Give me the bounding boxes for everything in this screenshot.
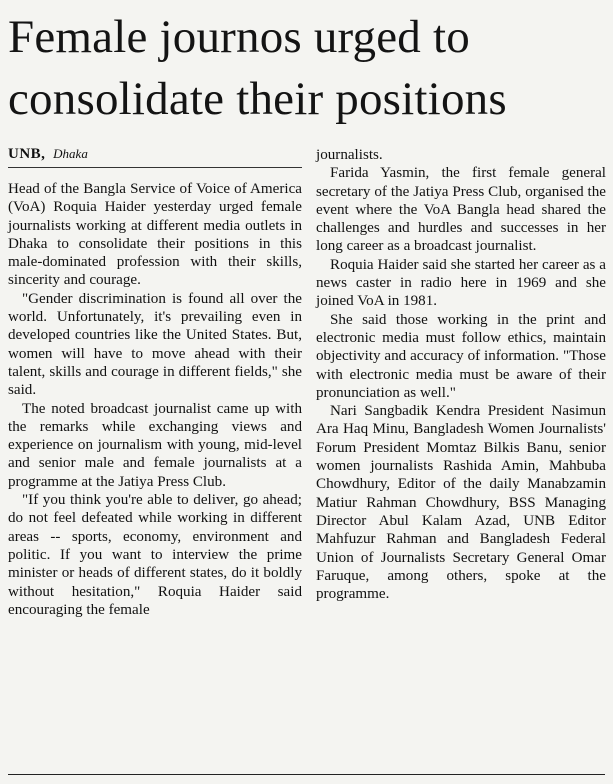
paragraph: She said those working in the print and electronic media must follow ethics, maintain objectivity and accuracy of information. "Those with electronic media must be aware of their pronunciation as well." xyxy=(316,311,606,401)
article-column-2 xyxy=(316,146,606,603)
byline-dateline: Dhaka xyxy=(53,146,88,161)
byline xyxy=(8,145,302,168)
paragraph: Head of the Bangla Service of Voice of America (VoA) Roquia Haider yesterday urged female journalists working at different media outlets in Dhaka to consolidate their positions in this male-dominated profession with their skills, sincerity and courage. xyxy=(8,181,302,289)
paragraph: Roquia Haider said she started her career as a news caster in radio here in 1969 and she joined VoA in 1981. xyxy=(316,256,606,310)
headline xyxy=(8,6,608,130)
byline-agency: UNB, xyxy=(8,146,46,162)
article-column-1 xyxy=(8,180,302,619)
paragraph: Farida Yasmin, the first female general secretary of the Jatiya Press Club, organised the event where the VoA Bangla head shared the challenges and hurdles and successes in her long career as a broadcast journalist. xyxy=(316,165,606,255)
paragraph: Nari Sangbadik Kendra President Nasimun Ara Haq Minu, Bangladesh Women Journalists' Forum President Momtaz Bilkis Banu, senior women journalists Rashida Amin, Mahbuba Chowdhury, Editor of the daily Manabzamin Matiur Rahman Chowdhury, BSS Managing Director Abul Kalam Azad, UNB Editor Mahfuzur Rahman and Bangladesh Federal Union of Journalists Secretary General Omar Faruque, among others, spoke at the programme. xyxy=(316,403,606,603)
paragraph: "If you think you're able to deliver, go ahead; do not feel defeated while working in different areas -- sports, economy, environment and politic. If you want to interview the prime minister or heads of different states, do it boldly without hesitation," Roquia Haider said encouraging the female xyxy=(8,492,302,618)
paragraph: The noted broadcast journalist came up with the remarks while exchanging views and experience on journalism with young, mid-level and senior male and female journalists at a programme at the Jatiya Press Club. xyxy=(8,400,302,490)
bottom-rule xyxy=(8,774,605,775)
headline-line-2: consolidate their positions xyxy=(8,73,507,125)
headline-line-1: Female journos urged to xyxy=(8,11,470,63)
paragraph: "Gender discrimination is found all over the world. Unfortunately, it's prevailing even in developed countries like the United States. But, women will have to move ahead with their talent, skills and courage in different fields," she said. xyxy=(8,290,302,399)
paragraph: journalists. xyxy=(316,147,383,163)
